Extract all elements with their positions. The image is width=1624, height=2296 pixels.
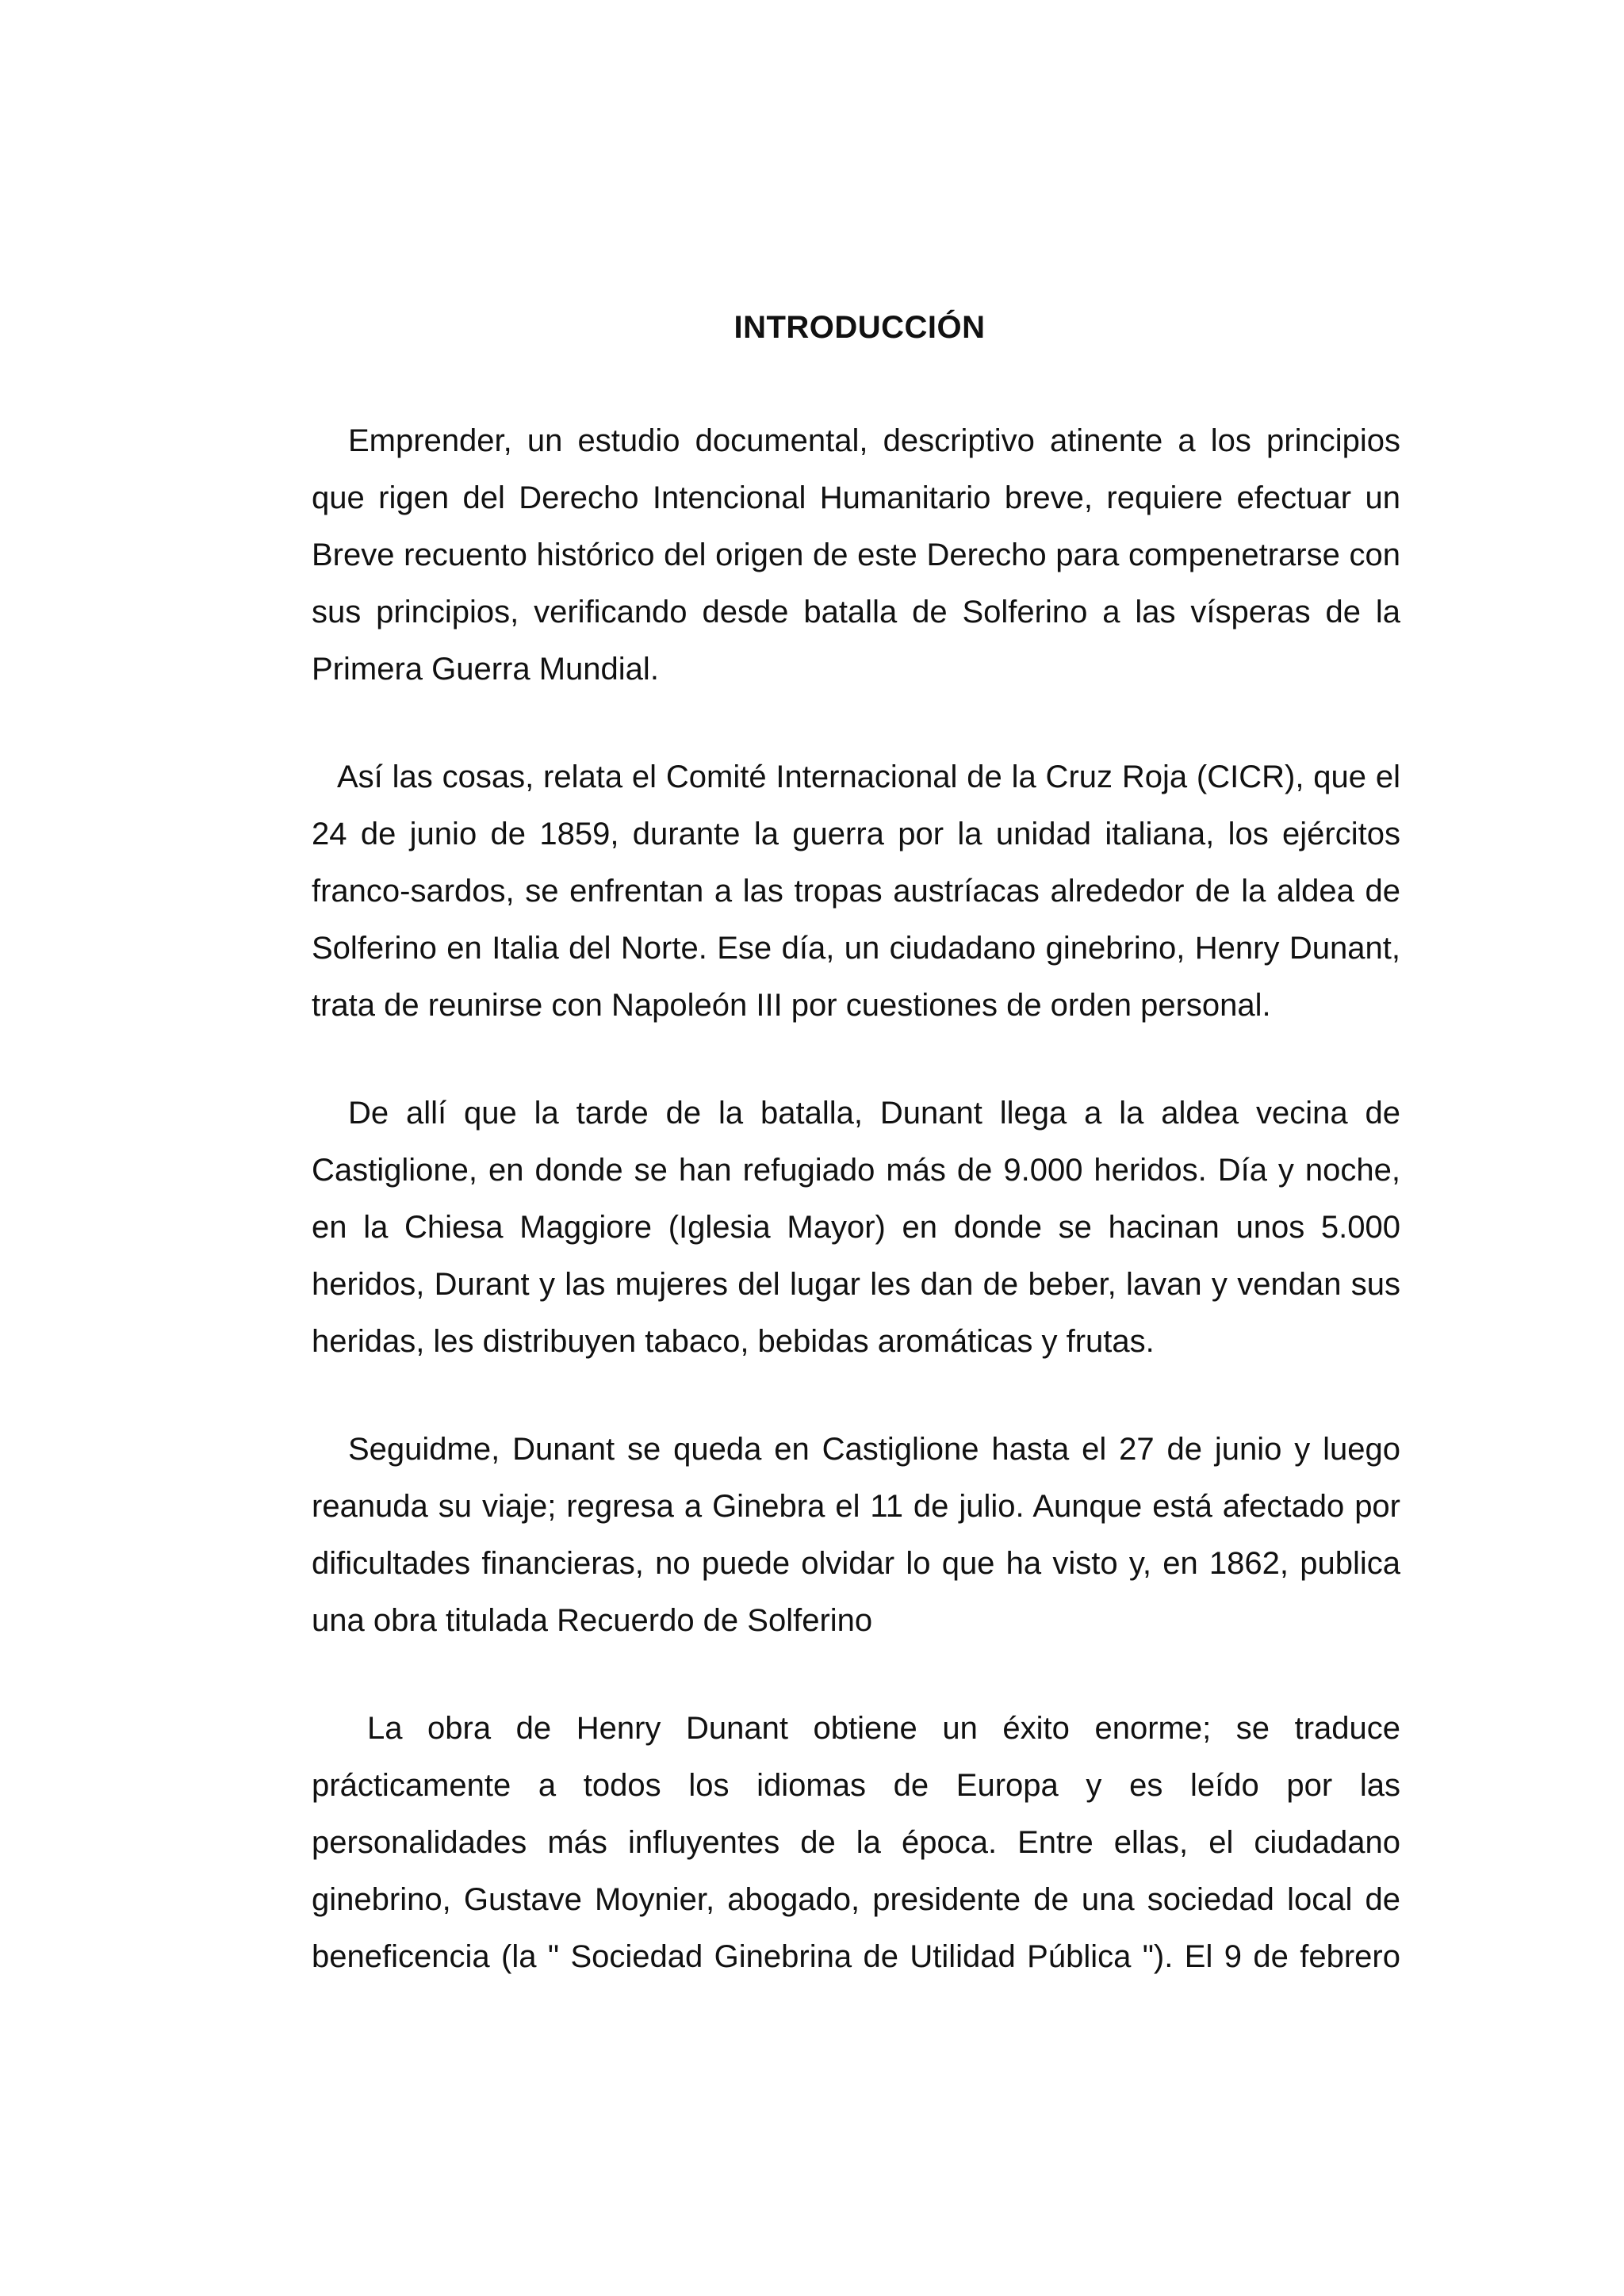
document-body — [312, 412, 1400, 2036]
page-title: INTRODUCCIÓN — [733, 310, 986, 345]
paragraph-4: Seguidme, Dunant se queda en Castiglione hasta el 27 de junio y luego reanuda su viaje; regresa a Ginebra el 11 de julio. Aunque está afectado por dificultades financieras, no puede olvidar lo que ha visto y, en 1862, publica una obra titulada Recuerdo de Solferino — [312, 1432, 1400, 1638]
paragraph-3: De allí que la tarde de la batalla, Dunant llega a la aldea vecina de Castiglione, en donde se han refugiado más de 9.000 heridos. Día y noche, en la Chiesa Maggiore (Iglesia Mayor) en donde se hacinan unos 5.000 heridos, Durant y las mujeres del lugar les dan de beber, lavan y vendan sus heridas, les distribuyen tabaco, bebidas aromáticas y frutas. — [312, 1096, 1400, 1359]
paragraph-2: Así las cosas, relata el Comité Internacional de la Cruz Roja (CICR), que el 24 de junio de 1859, durante la guerra por la unidad italiana, los ejércitos franco-sardos, se enfrentan a las tropas austríacas alrededor de la aldea de Solferino en Italia del Norte. Ese día, un ciudadano ginebrino, Henry Dunant, trata de reunirse con Napoleón III por cuestiones de orden personal. — [312, 760, 1400, 1023]
paragraph-5: La obra de Henry Dunant obtiene un éxito enorme; se traduce prácticamente a todos los idiomas de Europa y es leído por las personalidades más influyentes de la época. Entre ellas, el ciudadano ginebrino, Gustave Moynier, abogado, presidente de una sociedad local de beneficencia (la " Sociedad Ginebrina de Utilidad Pública "). El 9 de febrero — [312, 1711, 1400, 1974]
paragraph-1: Emprender, un estudio documental, descriptivo atinente a los principios que rigen del Derecho Intencional Humanitario breve, requiere efectuar un Breve recuento histórico del origen de este Derecho para compenetrarse con sus principios, verificando desde batalla de Solferino a las vísperas de la Primera Guerra Mundial. — [312, 423, 1400, 687]
